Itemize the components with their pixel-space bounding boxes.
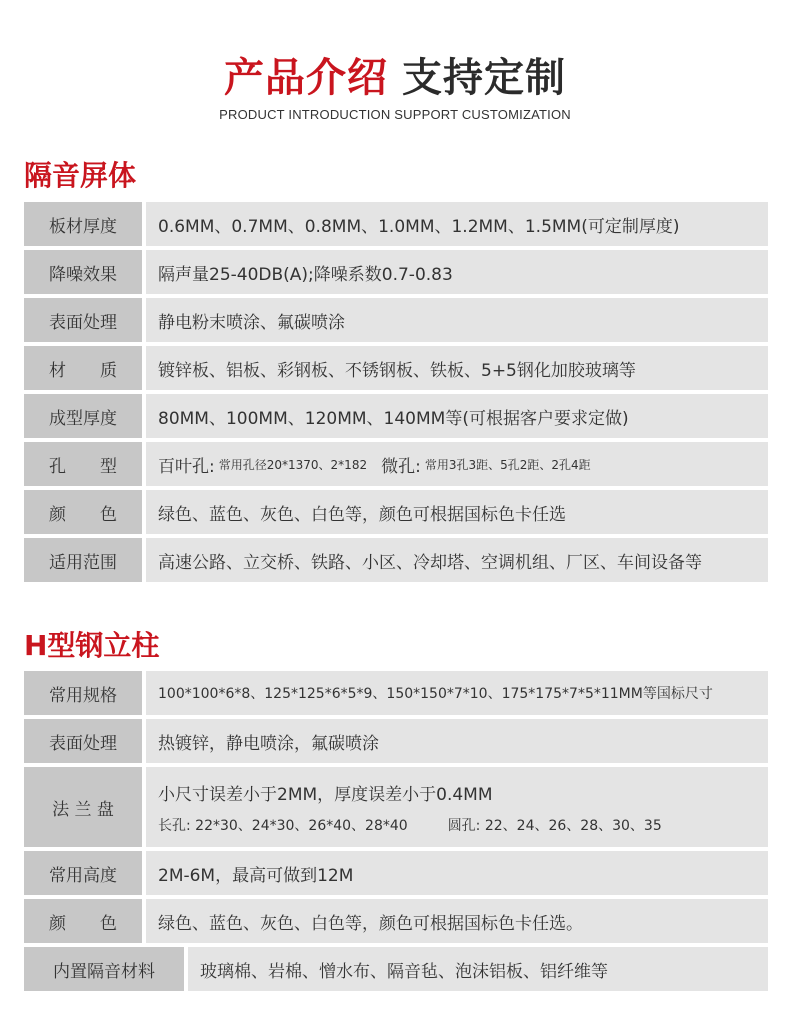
page-title: [0, 46, 790, 103]
section-title-column: H型钢立柱: [24, 629, 160, 662]
table-row: [24, 767, 768, 847]
title-dark-part: 支持定制: [402, 55, 566, 101]
round-hole-spec: 圆孔: 22、24、26、28、30、35: [447, 817, 662, 834]
table-row: [24, 346, 768, 390]
table-row: [24, 442, 768, 486]
row-label: 法 兰 盘: [24, 767, 142, 847]
row-value: 2M-6M，最高可做到12M: [146, 851, 768, 895]
row-value: 绿色、蓝色、灰色、白色等，颜色可根据国标色卡任选: [146, 490, 768, 534]
title-red-part: 产品介绍: [224, 55, 388, 101]
table-row: [24, 947, 768, 991]
row-label: 颜 色: [24, 490, 142, 534]
louver-hole-spec: 常用孔径20*1370、2*182: [218, 457, 368, 472]
row-value: [146, 442, 768, 486]
row-label: 成型厚度: [24, 394, 142, 438]
table-row: [24, 671, 768, 715]
row-label: 表面处理: [24, 719, 142, 763]
page-header: [0, 0, 790, 140]
column-spec-table: [24, 671, 768, 995]
page-subtitle: PRODUCT INTRODUCTION SUPPORT CUSTOMIZATION: [219, 107, 571, 122]
row-label: 内置隔音材料: [24, 947, 184, 991]
table-row: [24, 250, 768, 294]
flange-holes: [158, 815, 662, 835]
row-value: 镀锌板、铝板、彩钢板、不锈钢板、铁板、5+5钢化加胶玻璃等: [146, 346, 768, 390]
row-label: 降噪效果: [24, 250, 142, 294]
row-value: 隔声量25-40DB(A);降噪系数0.7-0.83: [146, 250, 768, 294]
row-label: 常用高度: [24, 851, 142, 895]
table-row: [24, 298, 768, 342]
table-row: [24, 394, 768, 438]
table-row: [24, 899, 768, 943]
panel-spec-table: [24, 202, 768, 586]
row-value: 100*100*6*8、125*125*6*5*9、150*150*7*10、175*175*7*5*11MM等国标尺寸: [146, 671, 768, 715]
row-value: 热镀锌，静电喷涂，氟碳喷涂: [146, 719, 768, 763]
row-value: 绿色、蓝色、灰色、白色等，颜色可根据国标色卡任选。: [146, 899, 768, 943]
row-value: 高速公路、立交桥、铁路、小区、冷却塔、空调机组、厂区、车间设备等: [146, 538, 768, 582]
row-label: 颜 色: [24, 899, 142, 943]
row-label: 适用范围: [24, 538, 142, 582]
row-value: 玻璃棉、岩棉、憎水布、隔音毡、泡沫铝板、铝纤维等: [188, 947, 768, 991]
row-label: 表面处理: [24, 298, 142, 342]
table-row: [24, 538, 768, 582]
micro-hole-label: 微孔:: [381, 456, 421, 477]
table-row: [24, 719, 768, 763]
section-title-panel: 隔音屏体: [24, 159, 137, 192]
row-label: 板材厚度: [24, 202, 142, 246]
row-value: 0.6MM、0.7MM、0.8MM、1.0MM、1.2MM、1.5MM(可定制厚度): [146, 202, 768, 246]
row-label: 常用规格: [24, 671, 142, 715]
louver-hole-label: 百叶孔:: [158, 456, 215, 477]
long-hole-spec: 长孔: 22*30、24*30、26*40、28*40: [158, 817, 408, 834]
flange-tolerance: 小尺寸误差小于2MM，厚度误差小于0.4MM: [158, 784, 493, 805]
row-label: 孔 型: [24, 442, 142, 486]
row-value: [146, 767, 768, 847]
row-value: 80MM、100MM、120MM、140MM等(可根据客户要求定做): [146, 394, 768, 438]
table-row: [24, 202, 768, 246]
row-value: 静电粉末喷涂、氟碳喷涂: [146, 298, 768, 342]
table-row: [24, 490, 768, 534]
table-row: [24, 851, 768, 895]
micro-hole-spec: 常用3孔3距、5孔2距、2孔4距: [424, 457, 591, 472]
row-label: 材 质: [24, 346, 142, 390]
